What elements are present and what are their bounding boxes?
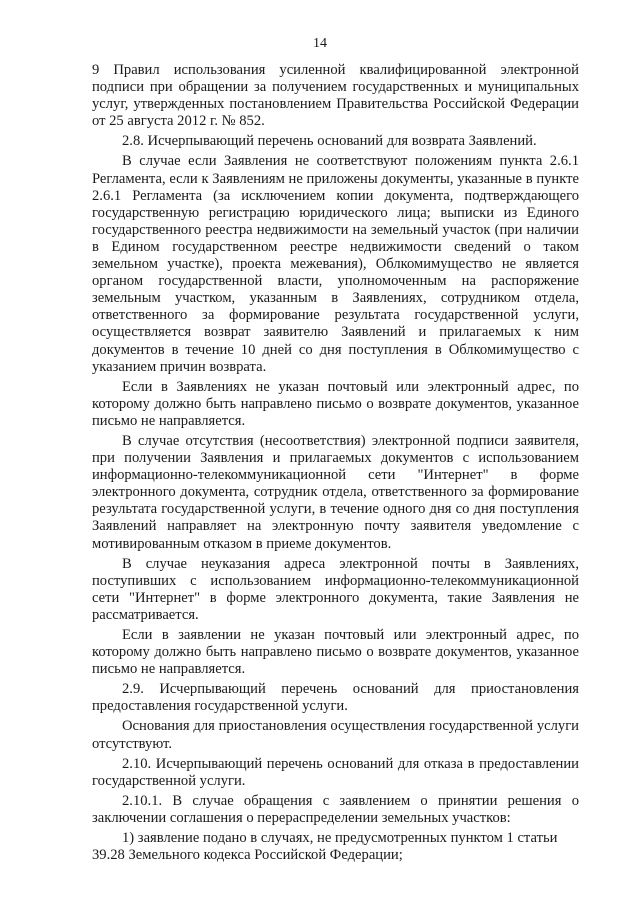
paragraph: В случае неуказания адреса электронной почты в Заявлениях, поступивших с использованием информационно-телекоммуникационной сети "Интернет" в форме электронного документа, такие Заявления не рассматривается.	[92, 555, 579, 623]
paragraph: Если в Заявлениях не указан почтовый или электронный адрес, по которому должно быть направлено письмо о возврате документов, указанное письмо не направляется.	[92, 378, 579, 429]
paragraph: В случае если Заявления не соответствуют положениям пункта 2.6.1 Регламента, если к Заявлениям не приложены документы, указанные в пункте 2.6.1 Регламента (за исключением копии документа, подтверждающего государственную регистрацию юридического лица; выписки из Единого государственного реестра недвижимости на земельный участок (при наличии в Едином государственном реестре недвижимости сведений о таком земельном участке), проекта межевания), Облкомимущество не является органом государственной власти, уполномоченным на распоряжение земельным участком, указанным в Заявлениях, сотрудником отдела, ответственного за формирование результата государственной услуги, осуществляется возврат заявителю Заявлений и прилагаемых к ним документов в течение 10 дней со дня поступления в Облкомимущество с указанием причин возврата.	[92, 153, 579, 375]
list-item: 1) заявление подано в случаях, не предусмотренных пунктом 1 статьи 39.28 Земельного кодекса Российской Федерации;	[92, 830, 558, 864]
document-body	[92, 62, 579, 867]
paragraph: Основания для приостановления осуществления государственной услуги отсутствуют.	[92, 718, 579, 752]
paragraph: 2.10.1. В случае обращения с заявлением о принятии решения о заключении соглашения о перераспределении земельных участков:	[92, 792, 579, 826]
paragraph: В случае отсутствия (несоответствия) электронной подписи заявителя, при получении Заявления и прилагаемых документов с использованием информационно-телекоммуникационной сети "Интернет" в форме электронного документа, сотрудник отдела, ответственного за формирование результата государственной услуги, в течение одного дня со дня поступления Заявлений направляет на электронную почту заявителя уведомление с мотивированным отказом в приеме документов.	[92, 432, 579, 552]
paragraph: 9 Правил использования усиленной квалифицированной электронной подписи при обращении за получением государственных и муниципальных услуг, утвержденных постановлением Правительства Российской Федерации от 25 августа 2012 г. № 852.	[92, 62, 579, 130]
section-heading-2-8: 2.8. Исчерпывающий перечень оснований для возврата Заявлений.	[122, 133, 537, 150]
section-heading-2-10: 2.10. Исчерпывающий перечень оснований для отказа в предоставлении государственной услуги.	[92, 755, 579, 789]
paragraph: Если в заявлении не указан почтовый или электронный адрес, по которому должно быть направлено письмо о возврате документов, указанное письмо не направляется.	[92, 627, 579, 678]
section-heading-2-9: 2.9. Исчерпывающий перечень оснований для приостановления предоставления государственной услуги.	[92, 681, 579, 715]
page-number: 14	[313, 36, 327, 51]
